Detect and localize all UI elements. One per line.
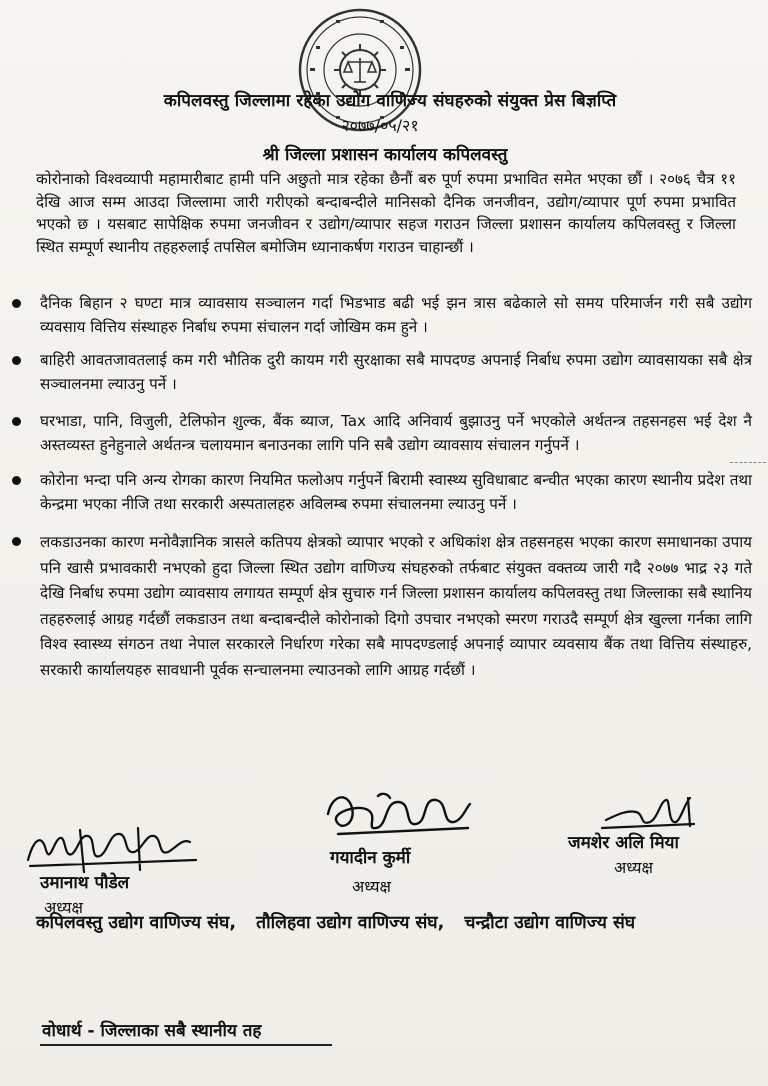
organization-name: तौलिहवा उद्योग वाणिज्य संघ, <box>256 913 445 933</box>
list-item <box>12 292 752 339</box>
list-item-text: लकडाउनका कारण मनोवैज्ञानिक त्रासले कतिपय क्षेत्रको व्यापार भएको र अधिकांश क्षेत्र तहसनहस भएका कारण समाधानका उपाय पनि खासै प्रभावकारी नभएको हुदा जिल्ला स्थित उद्योग वाणिज्य संघहरुको तर्फबाट संयुक्त वक्तव्य जारी गदै २०७७ भाद्र २३ गते देखि निर्बाध रुपमा उद्योग व्यावसाय लगायत सम्पूर्ण क्षेत्र सुचारु गर्न जिल्ला प्रशासन कार्यालय कपिलवस्तु तथा जिल्लाका सबै स्थानिय तहहरुलाई आग्रह गर्दछौं लकडाउन तथा बन्दाबन्दीले कोरोनाको दिगो उपचार नभएको स्मरण गराउदै सम्पूर्ण क्षेत्र खुल्ला गर्नका लागि विश्व स्वास्थ्य संगठन तथा नेपाल सरकारले निर्धारण गरेका सबै मापदण्डलाई अपनाई व्यापार व्यवसाय बैंक तथा वित्तिय संस्थाहरु, सरकारी कार्यालयहरु सावधानी पूर्वक सन्चालनमा ल्याउनको लागि आग्रह गर्दछौं । <box>40 533 752 679</box>
signatory-3-name: जमशेर अलि मिया <box>568 833 679 853</box>
list-item <box>12 410 752 457</box>
list-item-text: दैनिक बिहान २ घण्टा मात्र व्यावसाय सञ्चालन गर्दा भिडभाड बढी भई झन त्रास बढेकाले सो समय परिमार्जन गरी सबै उद्योग व्यवसाय वित्तिय संस्थाहरु निर्बाध रुपमा संचालन गर्दा जोखिम कम हुने । <box>40 294 752 336</box>
signatory-3-role: अध्यक्ष <box>614 858 653 877</box>
signatory-2-name: गयादीन कुर्मी <box>330 848 411 868</box>
list-item-text: बाहिरी आवतजावतलाई कम गरी भौतिक दुरी कायम गरी सुरक्षाका सबै मापदण्ड अपनाई निर्बाध रुपमा उद्योग व्यावसायका सबै क्षेत्र सञ्चालनमा ल्याउनु पर्ने । <box>40 351 752 393</box>
list-item-text: घरभाडा, पानि, विजुली, टेलिफोन शुल्क, बैंक ब्याज, Tax आदि अनिवार्य बुझाउनु पर्ने भएकोले अर्थतन्त्र तहसनहस भई देश नै अस्तव्यस्त हुनेहुनाले अर्थतन्त्र चलायमान बनाउनका लागि पनि सबै उद्योग व्यावसाय संचालन गर्नुपर्ने । <box>40 412 752 454</box>
demand-list <box>12 292 752 697</box>
intro-paragraph: कोरोनाको विश्वव्यापी महामारीबाट हामी पनि अछुतो मात्र रहेका छैनौं बरु पूर्ण रुपमा प्रभावित समेत भएका छौं । २०७६ चैत्र ११ देखि आज सम्म आउदा जिल्लामा जारी गरीएको बन्दाबन्दीले मानिसको दैनिक जनजीवन, उद्योग/व्यापार पूर्ण रुपमा प्रभावित भएको छ । यसबाट सापेक्षिक रुपमा जनजीवन र उद्योग/व्यापार सहज गराउन जिल्ला प्रशासन कार्यालय कपिलवस्तु र जिल्ला स्थित सम्पूर्ण स्थानीय तहहरुलाई तपसिल बमोजिम ध्यानाकर्षण गराउन चाहान्छौं । <box>36 170 736 256</box>
list-item <box>12 469 752 516</box>
signatory-1-role: अध्यक्ष <box>44 898 83 917</box>
bullet-icon <box>12 299 21 308</box>
signature-3 <box>598 790 708 834</box>
bullet-icon <box>12 537 21 546</box>
addressee: श्री जिल्ला प्रशासन कार्यालय कपिलवस्तु <box>262 145 508 165</box>
release-date: २०७७/०५/२१ <box>341 116 419 135</box>
cc-note: वोधार्थ - जिल्लाका सबै स्थानीय तह <box>42 1021 262 1041</box>
cc-underline <box>40 1044 332 1046</box>
margin-dash-mark <box>730 462 766 463</box>
bullet-icon <box>12 476 21 485</box>
list-item <box>12 349 752 396</box>
press-release-title: कपिलवस्तु जिल्लामा रहेका उद्योग वाणिज्य संघहरुको संयुक्त प्रेस बिज्ञप्ति <box>163 91 617 111</box>
signature-2 <box>318 784 478 842</box>
list-item <box>12 530 752 683</box>
bullet-icon <box>12 417 21 426</box>
organization-name: कपिलवस्तु उद्योग वाणिज्य संघ, <box>36 913 236 933</box>
organizations-line <box>36 910 766 934</box>
bullet-icon <box>12 356 21 365</box>
list-item-text: कोरोना भन्दा पनि अन्य रोगका कारण नियमित फलोअप गर्नुपर्ने बिरामी स्वास्थ्य सुविधाबाट बन्चीत भएका कारण स्थानीय प्रदेश तथा केन्द्रमा भएका नीजि तथा सरकारी अस्पतालहरु अविलम्ब रुपमा संचालनमा ल्याउनु पर्ने । <box>40 471 752 513</box>
signatory-2-role: अध्यक्ष <box>352 877 391 896</box>
signatory-1-name: उमानाथ पौडेल <box>40 873 130 893</box>
organization-name: चन्द्रौटा उद्योग वाणिज्य संघ <box>464 913 636 933</box>
